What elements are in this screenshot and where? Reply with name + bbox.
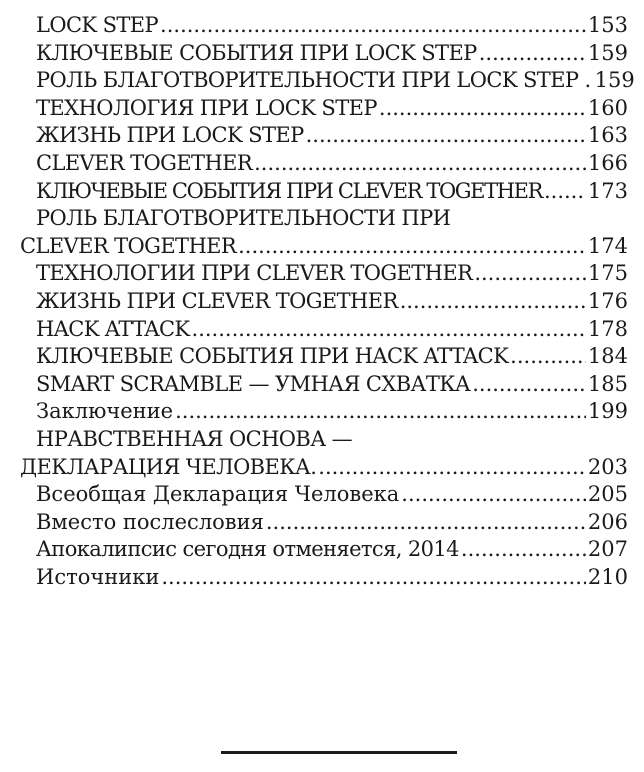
- toc-entry-title: ЖИЗНЬ ПРИ LOCK STEP: [36, 123, 304, 148]
- toc-entry-title: КЛЮЧЕВЫЕ СОБЫТИЯ ПРИ LOCK STEP: [36, 40, 477, 65]
- toc-leader-dots: [379, 95, 586, 123]
- toc-entry-page: 166: [587, 150, 628, 175]
- toc-entry-page: 175: [587, 261, 628, 286]
- toc-leader-dots: [254, 150, 586, 178]
- toc-entry[interactable]: [20, 150, 628, 178]
- toc-entry[interactable]: [20, 288, 628, 316]
- toc-entry-page: 163: [587, 123, 628, 148]
- page-bottom-rule: [221, 751, 457, 754]
- toc-entry[interactable]: [20, 260, 628, 288]
- toc-leader-dots: [461, 536, 586, 564]
- toc-entry-page: 160: [587, 95, 628, 120]
- toc-entry[interactable]: [20, 343, 628, 371]
- toc-leader-dots: [238, 233, 586, 261]
- toc-entry[interactable]: [20, 426, 628, 481]
- toc-entry-title: CLEVER TOGETHER: [36, 150, 253, 175]
- toc-entry[interactable]: [20, 509, 628, 537]
- toc-entry-page: 159: [587, 40, 628, 65]
- toc-entry-page: 184: [587, 344, 628, 369]
- table-of-contents: [20, 12, 635, 591]
- toc-entry-page: 153: [587, 13, 628, 37]
- toc-leader-dots: [192, 316, 586, 344]
- toc-entry-title: Заключение: [36, 399, 174, 424]
- toc-entry-page: 199: [587, 399, 628, 424]
- toc-entry[interactable]: [20, 40, 628, 68]
- toc-entry[interactable]: [20, 564, 628, 592]
- toc-entry-title: Источники: [36, 564, 160, 589]
- toc-entry-page: 173: [587, 178, 628, 203]
- toc-leader-dots: [400, 288, 586, 316]
- toc-entry-page: 207: [587, 537, 628, 562]
- toc-entry[interactable]: [20, 122, 628, 150]
- toc-leader-dots: [160, 12, 586, 40]
- toc-entry-title-continuation: ДЕКЛАРАЦИЯ ЧЕЛОВЕКА.: [20, 454, 317, 479]
- toc-entry[interactable]: [20, 371, 628, 399]
- toc-entry-title: Вместо послесловия: [36, 509, 264, 534]
- toc-entry-title: КЛЮЧЕВЫЕ СОБЫТИЯ ПРИ CLEVER TOGETHER: [36, 178, 542, 203]
- toc-leader-dots: [479, 40, 586, 68]
- toc-entry-page: 178: [587, 316, 628, 341]
- toc-entry-title: РОЛЬ БЛАГОТВОРИТЕЛЬНОСТИ ПРИ LOCK STEP .: [36, 68, 591, 93]
- toc-entry-title: SMART SCRAMBLE — УМНАЯ СХВАТКА: [36, 371, 471, 396]
- toc-entry-title: ТЕХНОЛОГИЯ ПРИ LOCK STEP: [36, 95, 377, 120]
- toc-entry[interactable]: [20, 67, 635, 95]
- toc-leader-dots: [472, 371, 586, 399]
- toc-entry-title: РОЛЬ БЛАГОТВОРИТЕЛЬНОСТИ ПРИ: [36, 206, 451, 231]
- toc-leader-dots: [266, 509, 586, 537]
- toc-leader-dots: [161, 564, 586, 592]
- toc-entry[interactable]: [20, 205, 628, 260]
- toc-entry-title-continuation: CLEVER TOGETHER: [20, 233, 237, 258]
- toc-entry-title: КЛЮЧЕВЫЕ СОБЫТИЯ ПРИ HACK ATTACK: [36, 344, 509, 369]
- toc-entry[interactable]: [20, 95, 628, 123]
- toc-leader-dots: [474, 260, 586, 288]
- toc-entry-page: 176: [587, 288, 628, 313]
- toc-entry-title: HACK ATTACK: [36, 316, 190, 341]
- toc-entry-page: 185: [587, 371, 628, 396]
- toc-entry-title: НРАВСТВЕННАЯ ОСНОВА —: [36, 426, 353, 451]
- toc-entry-page: 206: [587, 509, 628, 534]
- toc-entry-title: ТЕХНОЛОГИИ ПРИ CLEVER TOGETHER: [36, 261, 473, 286]
- toc-entry[interactable]: [20, 316, 628, 344]
- toc-entry[interactable]: [20, 481, 628, 509]
- toc-entry[interactable]: [20, 12, 628, 40]
- toc-entry[interactable]: [20, 398, 628, 426]
- toc-leader-dots: [544, 178, 586, 206]
- toc-entry[interactable]: [20, 536, 628, 564]
- toc-entry-page: 205: [587, 482, 628, 507]
- toc-entry-title: ЖИЗНЬ ПРИ CLEVER TOGETHER: [36, 288, 398, 313]
- toc-entry-page: 210: [587, 564, 628, 589]
- toc-leader-dots: [175, 398, 586, 426]
- toc-entry-title: LOCK STEP: [36, 13, 159, 37]
- toc-entry-title: Всеобщая Декларация Человека: [36, 482, 400, 507]
- toc-leader-dots: [318, 454, 586, 482]
- toc-entry-page: 159: [594, 68, 635, 93]
- toc-leader-dots: [306, 122, 586, 150]
- toc-leader-dots: [510, 343, 586, 371]
- toc-entry-page: 174: [587, 233, 628, 258]
- toc-entry-title: Апокалипсис сегодня отменяется, 2014: [36, 537, 459, 562]
- toc-leader-dots: [401, 481, 586, 509]
- toc-entry-page: 203: [587, 454, 628, 479]
- toc-entry[interactable]: [20, 178, 628, 206]
